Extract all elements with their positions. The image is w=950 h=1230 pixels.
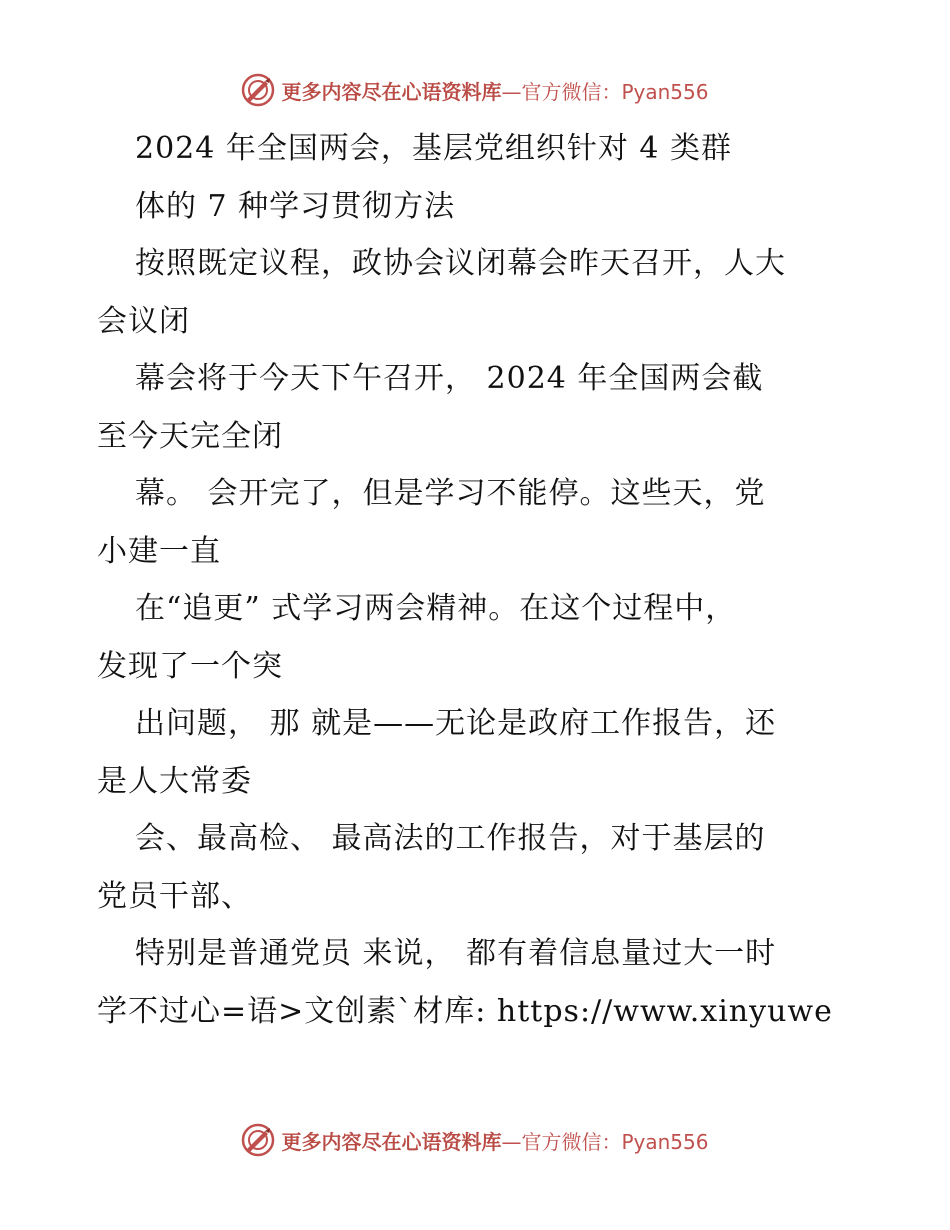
text-line: 在“追更” 式学习两会精神。在这个过程中，: [135, 591, 737, 626]
header-banner-text: [281, 76, 708, 105]
footer-banner-text: [281, 1126, 708, 1155]
text-line: 党员干部、: [97, 878, 252, 914]
text-line: 发现了一个突: [97, 648, 283, 684]
text-line: 是人大常委: [97, 763, 252, 799]
title-line-1: 2024 年全国两会，基层党组织针对 4 类群: [135, 131, 733, 166]
text-line: 学不过心=语>文创素`材库: https://www.xinyuwe: [97, 993, 833, 1029]
text-line: 特别是普通党员 来说， 都有着信息量过大一时: [135, 936, 777, 971]
logo-icon: [241, 73, 275, 107]
text-line: 会议闭: [97, 303, 190, 339]
footer-banner-wechat: 官方微信：Pyan556: [521, 1129, 709, 1154]
header-banner-separator: —: [501, 79, 522, 104]
header-banner-wechat: 官方微信：Pyan556: [521, 79, 709, 104]
text-line: 幕。 会开完了，但是学习不能停。这些天，党: [135, 476, 766, 511]
text-line: 按照既定议程，政协会议闭幕会昨天召开，人大: [135, 246, 786, 281]
footer-banner: [0, 1120, 950, 1160]
text-line: 会、最高检、 最高法的工作报告，对于基层的: [135, 821, 766, 856]
footer-banner-main: 更多内容尽在心语资料库: [281, 1129, 502, 1154]
text-line: 幕会将于今天下午召开， 2024 年全国两会截: [135, 361, 764, 396]
text-line: 至今天完全闭: [97, 418, 283, 454]
footer-banner-separator: —: [501, 1129, 522, 1154]
document-body: [97, 120, 857, 1040]
title-line-2: 体的 7 种学习贯彻方法: [135, 188, 456, 224]
logo-icon: [241, 1123, 275, 1157]
text-line: 出问题， 那 就是——无论是政府工作报告，还: [135, 706, 777, 741]
text-line: 小建一直: [97, 533, 221, 569]
header-banner: [0, 70, 950, 110]
header-banner-main: 更多内容尽在心语资料库: [281, 79, 502, 104]
